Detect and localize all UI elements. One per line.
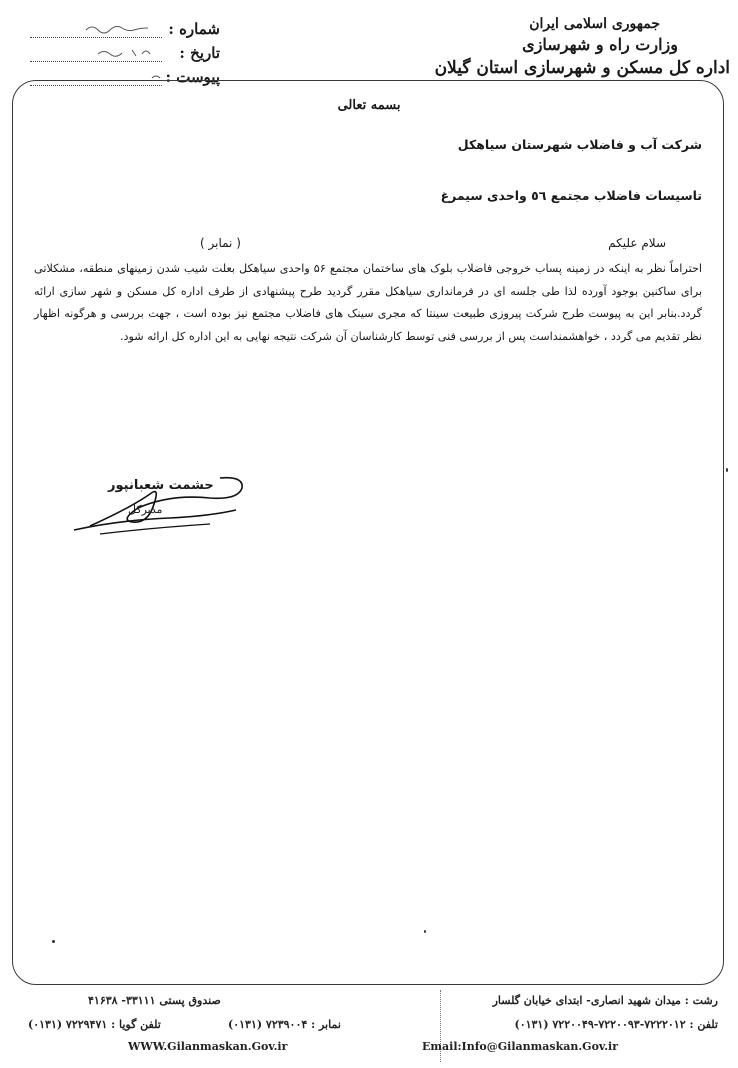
signer-title: مدیرکل: [128, 503, 163, 516]
letter-body: احتراماً نظر به اینکه در زمینه پساب خروجی فاضلاب بلوک های ساختمان مجتمع ۵۶ واحدی سیاهکل بعلت شیب شدن زمینهای منطقه، مشکلاتی برای ساکنین بوجود آورده لذا طی جلسه ای در فرمانداری سیاهکل مقرر گردید طرح پیشنهادی از طرف اداره کل مسکن و شهر سازی ارائه گردد.بنابر این به پیوست طرح شرکت پیروزی طبیعت سینتا که مجری سینک های فاضلاب مجتمع نیز بوده است ، جهت بررسی و هرگونه اظهار نظر تقدیم می گردد ، خواهشمنداست پس از بررسی فنی توسط کارشناسان آن شرکت نتیجه نهایی به این اداره کل ارائه شود.: [34, 262, 702, 343]
footer-email: Email:Info@Gilanmaskan.Gov.ir: [421, 1040, 618, 1053]
footer-fax: نمابر : ۷۲۳۹۰۰۴ (۰۱۳۱): [228, 1018, 341, 1031]
letter-meta: [30, 14, 220, 86]
number-row: [30, 14, 220, 38]
signer-name: حشمت شعبانپور: [108, 478, 214, 493]
issuer-country: جمهوری اسلامی ایران: [529, 16, 660, 32]
issuer-department: اداره کل مسکن و شهرسازی استان گیلان: [434, 58, 730, 78]
date-row: [30, 38, 220, 62]
greeting: سلام علیکم: [608, 236, 666, 250]
fax-copy-note: ( نمابر ): [200, 236, 241, 250]
bismillah-heading: بسمه تعالی: [337, 98, 401, 113]
footer-phone: تلفن : ۷۲۲۲۰۱۲-۷۲۲۰۰۹۳-۷۲۲۰۰۴۹ (۰۱۳۱): [514, 1018, 718, 1031]
issuer-ministry: وزارت راه و شهرسازی: [522, 35, 678, 54]
footer: [28, 990, 718, 1060]
footer-ivr-phone: تلفن گویا : ۷۲۲۹۴۷۱ (۰۱۳۱): [28, 1018, 161, 1031]
number-label: شماره :: [168, 20, 220, 38]
date-label: تاریخ :: [179, 44, 220, 62]
scan-speck: [424, 930, 426, 933]
footer-address: رشت : میدان شهید انصاری- ابتدای خیابان گلسار: [492, 994, 718, 1007]
issuer-block: [380, 14, 730, 80]
subject-line: تاسیسات فاضلاب مجتمع ٥٦ واحدی سیمرغ: [440, 188, 702, 203]
date-scribble: [92, 46, 162, 58]
attachment-label: پیوست :: [165, 68, 220, 86]
number-value-field: [30, 22, 162, 38]
addressee: شرکت آب و فاضلاب شهرستان سیاهکل: [457, 137, 702, 152]
footer-website: WWW.Gilanmaskan.Gov.ir: [128, 1040, 288, 1053]
scan-speck: [52, 940, 55, 943]
date-value-field: [30, 46, 162, 62]
number-scribble: [82, 22, 162, 34]
footer-po-box: صندوق پستی ۳۳۱۱۱- ۴۱۶۳۸: [88, 994, 221, 1007]
scan-speck: [726, 468, 728, 472]
